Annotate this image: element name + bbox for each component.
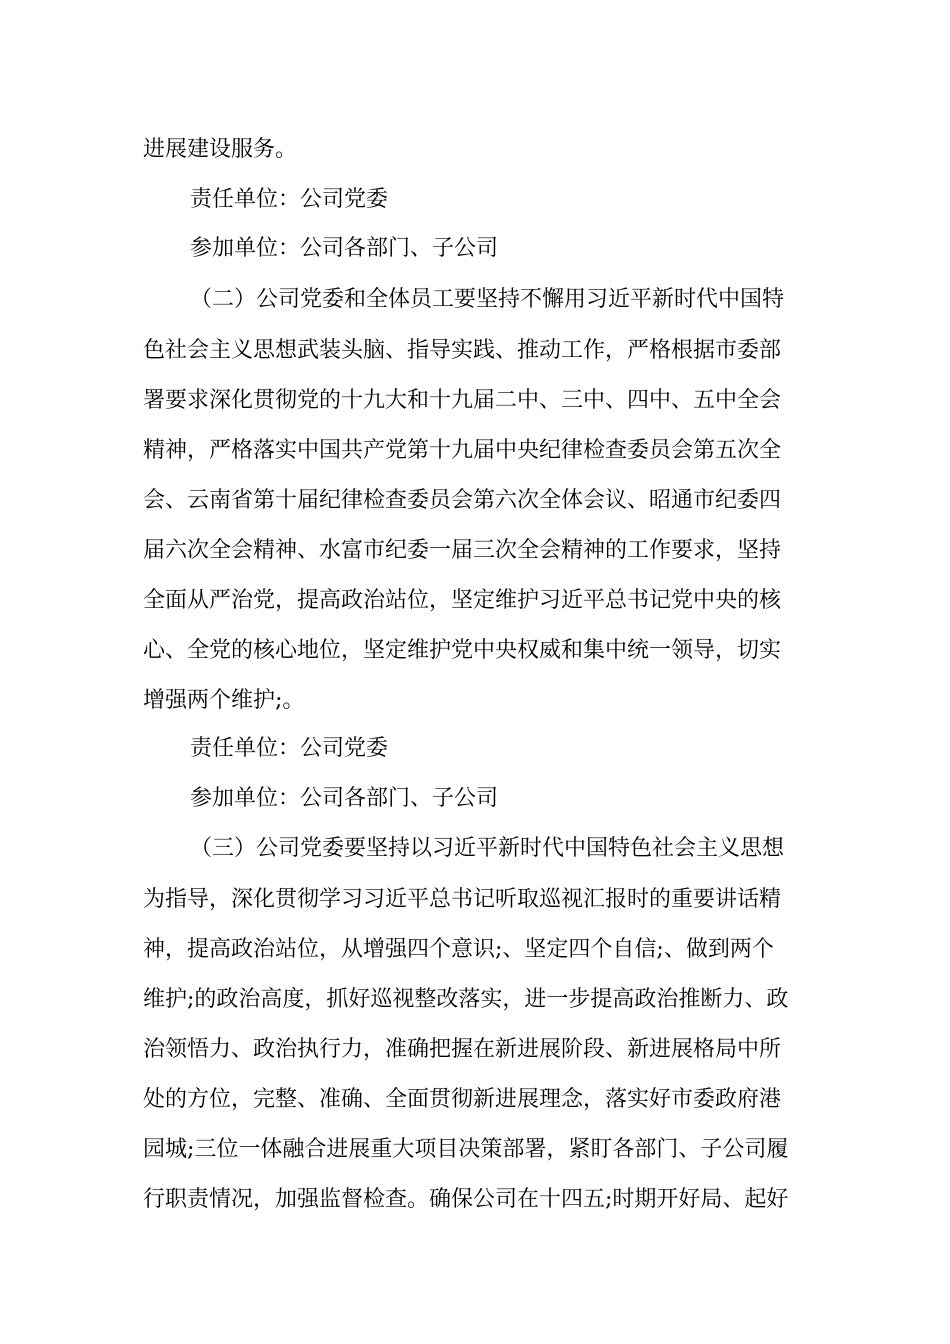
text-line: 精神，严格落实中国共产党第十九届中央纪律检查委员会第五次全 [143,438,782,463]
text-line: 色社会主义思想武装头脑、指导实践、推动工作，严格根据市委部 [143,338,782,363]
text-line: 增强两个维护;。 [143,688,305,713]
responsible-unit-line: 责任单位：公司党委 [190,187,389,212]
section-2-heading-line: （二）公司党委和全体员工要坚持不懈用习近平新时代中国特 [190,287,785,312]
text-line: 署要求深化贯彻党的十九大和十九届二中、三中、四中、五中全会 [143,388,782,413]
participating-unit-line: 参加单位：公司各部门、子公司 [190,786,499,811]
text-line: 心、全党的核心地位，坚定维护党中央权威和集中统一领导，切实 [143,638,782,663]
responsible-unit-line: 责任单位：公司党委 [190,736,389,761]
text-line: 进展建设服务。 [143,137,298,162]
text-line: 治领悟力、政治执行力，准确把握在新进展阶段、新进展格局中所 [143,1037,782,1062]
text-line: 全面从严治党，提高政治站位，坚定维护习近平总书记党中央的核 [143,588,782,613]
text-line: 神，提高政治站位，从增强四个意识;、坚定四个自信;、做到两个 [143,937,774,962]
text-line: 园城;三位一体融合进展重大项目决策部署，紧盯各部门、子公司履 [143,1137,789,1162]
text-line: 处的方位，完整、准确、全面贯彻新进展理念，落实好市委政府港 [143,1087,782,1112]
text-line: 会、云南省第十届纪律检查委员会第六次全体会议、昭通市纪委四 [143,488,782,513]
text-line: 为指导，深化贯彻学习习近平总书记听取巡视汇报时的重要讲话精 [143,887,782,912]
text-line: 届六次全会精神、水富市纪委一届三次全会精神的工作要求，坚持 [143,538,782,563]
text-line: 维护;的政治高度，抓好巡视整改落实，进一步提高政治推断力、政 [143,987,789,1012]
participating-unit-line: 参加单位：公司各部门、子公司 [190,236,499,261]
text-line: 行职责情况，加强监督检查。确保公司在十四五;时期开好局、起好 [143,1187,789,1212]
section-3-heading-line: （三）公司党委要坚持以习近平新时代中国特色社会主义思想 [190,836,785,861]
